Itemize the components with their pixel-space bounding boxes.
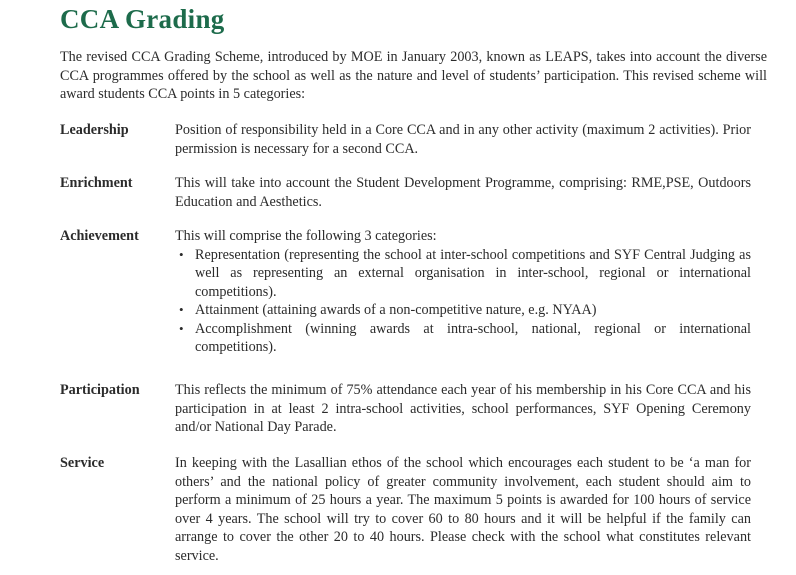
category-label: Service <box>60 455 105 471</box>
list-item <box>175 320 751 357</box>
category-description: This reflects the minimum of 75% attendance each year of his membership in his Core CCA and his participation in at least 2 intra-school activities, school performances, SYF Opening Ceremony and/or National Day Parade. <box>175 382 751 435</box>
bullet-icon: • <box>179 246 184 262</box>
achievement-bullet-list <box>175 246 751 357</box>
category-label: Enrichment <box>60 175 133 191</box>
category-description: In keeping with the Lasallian ethos of the school which encourages each student to be ‘a man for others’ and the national policy of greater community involvement, each student should aim to perform a minimum of 25 hours a year. The maximum 5 points is awarded for 100 hours of service over 4 years. The school will try to cover 60 to 80 hours and it will be helpful if the family can arrange to cover the other 20 to 40 hours. Please check with the school what constitutes relevant service. <box>175 455 751 564</box>
category-description: Position of responsibility held in a Core CCA and in any other activity (maximum 2 activities). Prior permission is necessary for a second CCA. <box>175 122 751 157</box>
category-description: This will take into account the Student Development Programme, comprising: RME,PSE, Outdoors Education and Aesthetics. <box>175 175 751 210</box>
category-description: This will comprise the following 3 categories: <box>175 228 437 244</box>
bullet-icon: • <box>179 320 184 336</box>
category-label: Leadership <box>60 122 129 138</box>
page-title: CCA Grading <box>60 4 225 34</box>
bullet-icon: • <box>179 302 184 317</box>
intro-paragraph: The revised CCA Grading Scheme, introduced by MOE in January 2003, known as LEAPS, takes into account the diverse CCA programmes offered by the school as well as the nature and level of students’ participation. This revised scheme will award students CCA points in 5 categories: <box>60 49 767 102</box>
list-item-text: Attainment (attaining awards of a non-competitive nature, e.g. NYAA) <box>195 302 597 318</box>
list-item-text: Representation (representing the school at inter-school competitions and SYF Central Judging as well as representing an external organisation in inter-school, regional or international competitions). <box>195 246 751 300</box>
category-label: Achievement <box>60 228 139 244</box>
list-item-text: Accomplishment (winning awards at intra-school, national, regional or international competitions). <box>195 320 751 355</box>
category-description-block <box>175 227 751 357</box>
list-item <box>175 301 751 320</box>
category-label: Participation <box>60 382 140 398</box>
list-item <box>175 246 751 302</box>
